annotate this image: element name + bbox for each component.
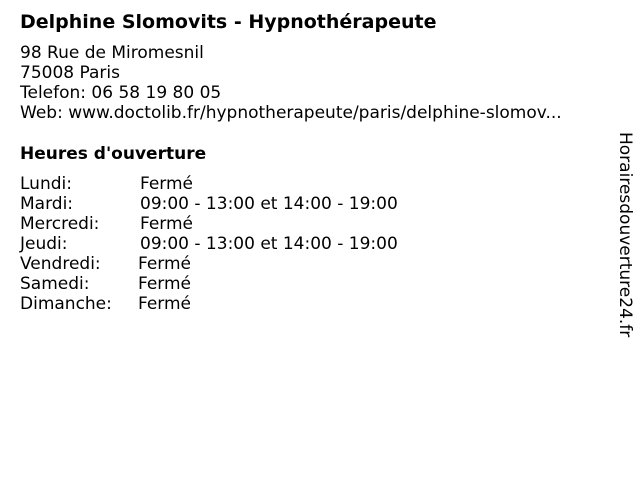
contact-block	[20, 43, 562, 123]
hours-value: 09:00 - 13:00 et 14:00 - 19:00	[140, 194, 398, 214]
page-title: Delphine Slomovits - Hypnothérapeute	[20, 11, 437, 33]
hours-value: Fermé	[138, 294, 192, 314]
website-link[interactable]: Web: www.doctolib.fr/hypnotherapeute/paris/delphine-slomov...	[20, 103, 562, 123]
hours-value: Fermé	[138, 274, 192, 294]
day-label: Jeudi:	[20, 234, 68, 254]
day-label: Mardi:	[20, 194, 74, 214]
day-label: Lundi:	[20, 174, 72, 194]
day-label: Samedi:	[20, 274, 90, 294]
street-address: 98 Rue de Miromesnil	[20, 43, 204, 63]
phone-number: Telefon: 06 58 19 80 05	[20, 83, 222, 103]
watermark-text: Horairesdouverture24.fr	[615, 132, 635, 338]
postal-city: 75008 Paris	[20, 63, 120, 83]
day-label: Vendredi:	[20, 254, 101, 274]
hours-value: Fermé	[138, 254, 192, 274]
site-watermark	[610, 132, 636, 374]
hours-value: Fermé	[140, 214, 194, 234]
day-label: Dimanche:	[20, 294, 112, 314]
day-label: Mercredi:	[20, 214, 100, 234]
hours-value: 09:00 - 13:00 et 14:00 - 19:00	[140, 234, 398, 254]
hours-value: Fermé	[140, 174, 194, 194]
opening-hours-heading: Heures d'ouverture	[20, 144, 207, 164]
